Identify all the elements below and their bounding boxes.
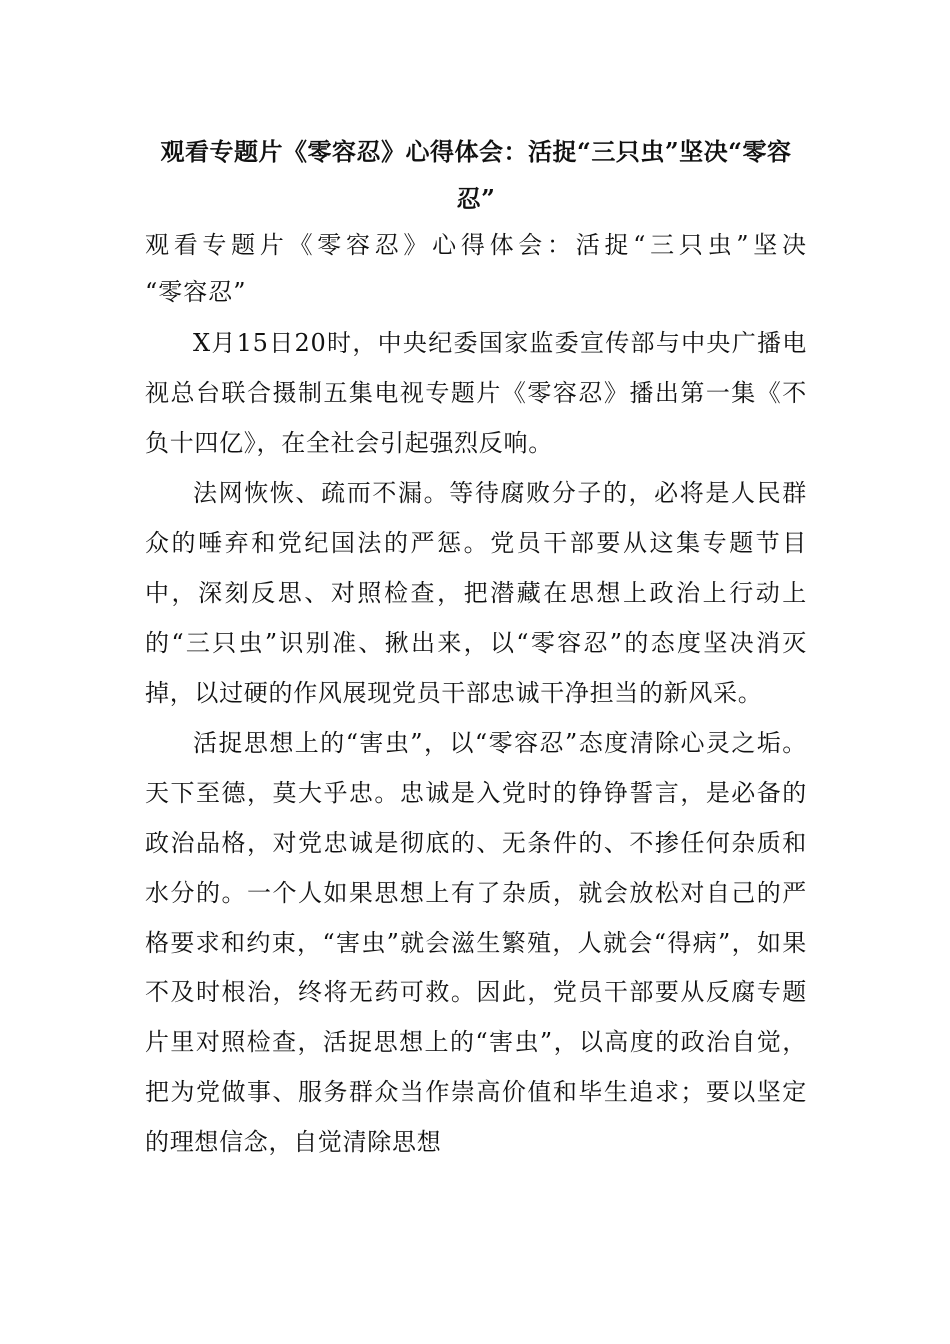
body-paragraph-1: X月15日20时，中央纪委国家监委宣传部与中央广播电视总台联合摄制五集电视专题片《零容忍》播出第一集《不负十四亿》，在全社会引起强烈反响。 (145, 329, 807, 457)
body-paragraph-3: 活捉思想上的“害虫”，以“零容忍”态度清除心灵之垢。天下至德，莫大乎忠。忠诚是入党时的铮铮誓言，是必备的政治品格，对党忠诚是彻底的、无条件的、不掺任何杂质和水分的。一个人如果思想上有了杂质，就会放松对自己的严格要求和约束，“害虫”就会滋生繁殖，人就会“得病”，如果不及时根治，终将无药可救。因此，党员干部要从反腐专题片里对照检查，活捉思想上的“害虫”，以高度的政治自觉，把为党做事、服务群众当作崇高价值和毕生追求；要以坚定的理想信念，自觉清除思想 (145, 729, 807, 1156)
document-page (145, 128, 807, 1169)
document-subheading-line1: 观看专题片《零容忍》心得体会：活捉“三只虫”坚决 (145, 231, 807, 259)
document-subheading-line2: “零容忍” (145, 278, 247, 306)
document-title: 观看专题片《零容忍》心得体会：活捉“三只虫”坚决“零容忍” (160, 137, 792, 213)
body-paragraph-2: 法网恢恢、疏而不漏。等待腐败分子的，必将是人民群众的唾弃和党纪国法的严惩。党员干部要从这集专题节目中，深刻反思、对照检查，把潜藏在思想上政治上行动上的“三只虫”识别准、揪出来，以“零容忍”的态度坚决消灭掉，以过硬的作风展现党员干部忠诚干净担当的新风采。 (145, 479, 807, 707)
